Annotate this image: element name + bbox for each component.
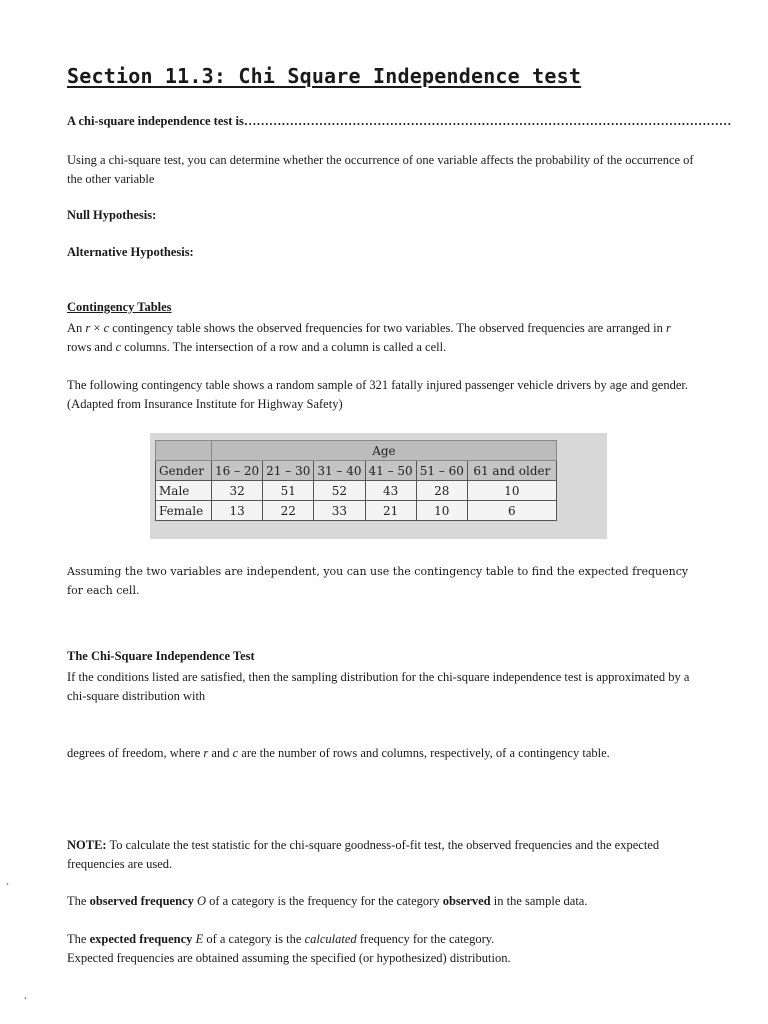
table-cell: 33: [314, 501, 365, 521]
contingency-heading: Contingency Tables: [67, 300, 172, 314]
intro-paragraph: Using a chi-square test, you can determine whether the occurrence of one variable affects the probability of the occurrence of the other variable: [67, 153, 694, 186]
table-cell: 10: [416, 501, 467, 521]
table-cell: 21: [365, 501, 416, 521]
table-row: [156, 481, 557, 501]
page-title: Section 11.3: Chi Square Independence test: [67, 64, 582, 88]
expected-frequency-note: Assuming the two variables are independent, you can use the contingency table to find the expected frequency for each cell.: [67, 565, 689, 597]
contingency-paragraph: An r × c contingency table shows the observed frequencies for two variables. The observed frequencies are arranged in r rows and c columns. The intersection of a row and a column is called a cell.: [67, 321, 671, 354]
scan-speck: •: [24, 994, 27, 1003]
definition-prompt: A chi-square independence test is………………………………………………………………………………………………………: [67, 114, 732, 128]
alternative-hypothesis-label: Alternative Hypothesis:: [67, 245, 194, 259]
age-group-header: Age: [212, 441, 557, 461]
expected-frequency-paragraph: The expected frequency E of a category is the calculated frequency for the category. Expected frequencies are obtained assuming the specified (or hypothesized) distribution.: [67, 932, 511, 965]
degrees-of-freedom-paragraph: degrees of freedom, where r and c are the number of rows and columns, respectively, of a contingency table.: [67, 746, 610, 760]
table-corner: [156, 441, 212, 461]
row-label: Female: [156, 501, 212, 521]
note-label: NOTE:: [67, 838, 107, 852]
null-hypothesis-label: Null Hypothesis:: [67, 208, 157, 222]
column-header: 21 – 30: [263, 461, 314, 481]
table-cell: 51: [263, 481, 314, 501]
observed-frequency-paragraph: The observed frequency O of a category is the frequency for the category observed in the sample data.: [67, 894, 588, 908]
column-header: Gender: [156, 461, 212, 481]
scan-speck: •: [6, 880, 9, 889]
column-header: 16 – 20: [212, 461, 263, 481]
table-cell: 52: [314, 481, 365, 501]
contingency-table: [155, 440, 557, 521]
note-paragraph: NOTE: To calculate the test statistic for the chi-square goodness-of-fit test, the observed frequencies and the expected frequencies are used.: [67, 838, 660, 871]
table-cell: 13: [212, 501, 263, 521]
column-header: 31 – 40: [314, 461, 365, 481]
table-intro-paragraph: The following contingency table shows a random sample of 321 fatally injured passenger vehicle drivers by age and gender. (Adapted from Insurance Institute for Highway Safety): [67, 378, 688, 411]
table-cell: 28: [416, 481, 467, 501]
table-cell: 10: [467, 481, 556, 501]
table-row: [156, 501, 557, 521]
independence-test-heading: The Chi-Square Independence Test: [67, 649, 255, 663]
table-cell: 43: [365, 481, 416, 501]
table-cell: 22: [263, 501, 314, 521]
table-cell: 32: [212, 481, 263, 501]
row-label: Male: [156, 481, 212, 501]
table-header-row: [156, 461, 557, 481]
column-header: 41 – 50: [365, 461, 416, 481]
contingency-table-image: [150, 433, 607, 539]
independence-test-paragraph: If the conditions listed are satisfied, then the sampling distribution for the chi-square independence test is approximated by a chi-square distribution with: [67, 670, 690, 703]
column-header: 61 and older: [467, 461, 556, 481]
column-header: 51 – 60: [416, 461, 467, 481]
table-cell: 6: [467, 501, 556, 521]
